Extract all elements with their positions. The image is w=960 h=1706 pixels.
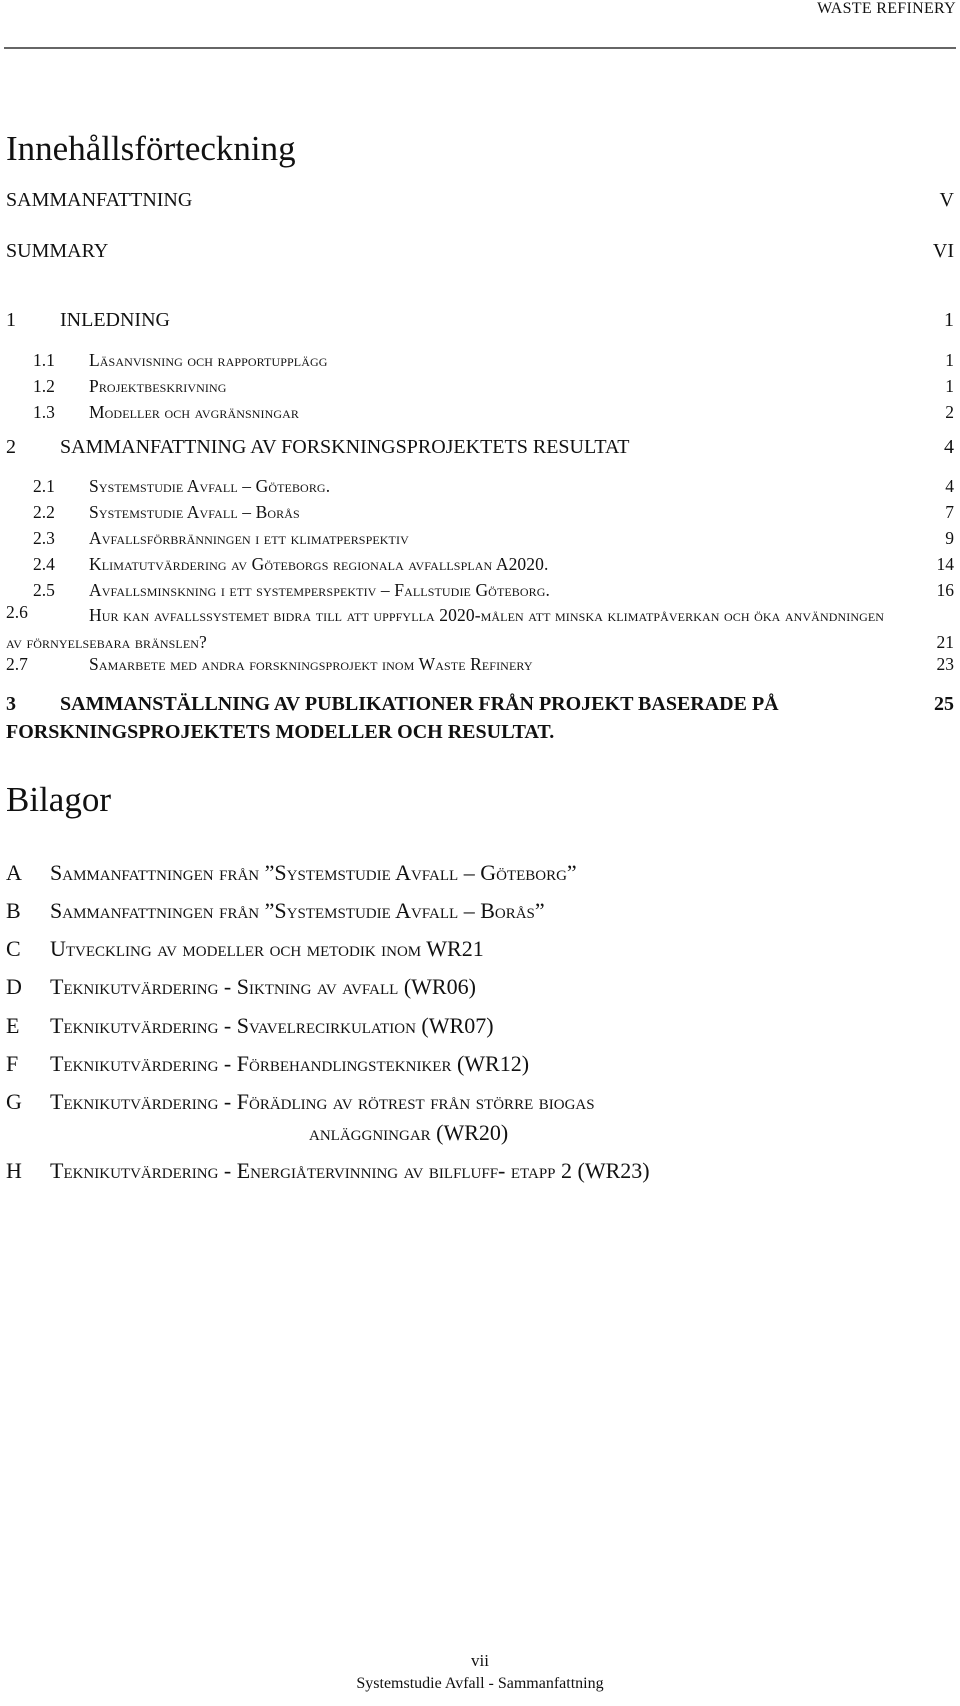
- appendix-text: Teknikutvärdering - Energiåtervinning av bilfluff- etapp 2 (WR23): [50, 1158, 650, 1183]
- toc-entry-page: 2: [945, 402, 954, 422]
- toc-entry-number: 2.4: [33, 554, 55, 574]
- toc-title: Innehållsförteckning: [6, 129, 296, 168]
- toc-entry-text: SUMMARY: [6, 240, 109, 262]
- toc-entry-text: Klimatutvärdering av Göteborgs regionala avfallsplan A2020.: [89, 554, 549, 574]
- toc-entry-page: VI: [932, 240, 954, 262]
- toc-entry-text: Avfallsförbränningen i ett klimatperspektiv: [89, 528, 409, 548]
- appendix-text: Teknikutvärdering - Förbehandlingstekniker (WR12): [50, 1051, 530, 1076]
- appendix-letter: E: [6, 1013, 20, 1038]
- appendix-text: Utveckling av modeller och metodik inom WR21: [50, 936, 484, 961]
- appendix-item[interactable]: [6, 1089, 954, 1151]
- appendix-text: Sammanfattningen från ”Systemstudie Avfall – Borås”: [50, 898, 545, 923]
- appendix-letter: C: [6, 936, 21, 961]
- appendix-text: Teknikutvärdering - Siktning av avfall (WR06): [50, 974, 476, 999]
- toc-entry-number: 1: [6, 309, 16, 331]
- toc-entry-number: 2.2: [33, 502, 55, 522]
- appendix-letter: D: [6, 974, 22, 999]
- toc-entry-number: 1.1: [33, 350, 55, 370]
- appendix-text: Teknikutvärdering - Förädling av rötrest från större biogas: [50, 1089, 595, 1114]
- toc-entry-page: V: [939, 189, 954, 211]
- running-header: WASTE REFINERY: [817, 0, 956, 17]
- toc-subentry[interactable]: [6, 602, 954, 662]
- appendix-text: Teknikutvärdering - Svavelrecirkulation (WR07): [50, 1013, 494, 1038]
- toc-entry-page: 16: [936, 580, 954, 600]
- appendix-letter: F: [6, 1051, 19, 1076]
- toc-entry-page: 7: [945, 502, 954, 522]
- appendix-text-continued: anläggningar (WR20): [309, 1120, 509, 1145]
- toc-entry-page: 4: [944, 436, 954, 458]
- appendix-letter: B: [6, 898, 21, 923]
- header-rule: [4, 47, 956, 49]
- appendix-letter: G: [6, 1089, 22, 1114]
- toc-entry-number: 3: [6, 693, 16, 715]
- toc-entry-number: 2: [6, 436, 16, 458]
- toc-entry-page: 25: [934, 693, 954, 715]
- toc-entry-text: Systemstudie Avfall – Borås: [89, 502, 300, 522]
- toc-entry-number: 2.1: [33, 476, 55, 496]
- toc-entry-number: 2.7: [6, 654, 28, 674]
- toc-entry-text: Systemstudie Avfall – Göteborg.: [89, 476, 331, 496]
- toc-entry-number: 1.3: [33, 402, 55, 422]
- toc-entry-page: 9: [945, 528, 954, 548]
- page-number: vii: [471, 1651, 489, 1670]
- toc-entry-number: 1.2: [33, 376, 55, 396]
- toc-entry-text: SAMMANFATTNING AV FORSKNINGSPROJEKTETS RESULTAT: [60, 436, 630, 458]
- toc-entry-number: 2.5: [33, 580, 55, 600]
- toc-entry-text: Avfallsminskning i ett systemperspektiv – Fallstudie Göteborg.: [89, 580, 551, 600]
- toc-entry-text: INLEDNING: [60, 309, 170, 331]
- toc-entry-text: SAMMANSTÄLLNING AV PUBLIKATIONER FRÅN PROJEKT BASERADE PÅ FORSKNINGSPROJEKTETS MODELLER OCH RESULTAT.: [6, 693, 779, 743]
- toc-entry-number: 2.3: [33, 528, 55, 548]
- toc-entry-page: 1: [945, 376, 954, 396]
- appendix-text: Sammanfattningen från ”Systemstudie Avfall – Göteborg”: [50, 860, 577, 885]
- toc-entry-text: Samarbete med andra forskningsprojekt inom Waste Refinery: [89, 654, 533, 674]
- toc-entry-text: Hur kan avfallssystemet bidra till att uppfylla 2020-målen att minska klimatpåverkan och öka användningen av förnyelsebara bränslen?: [6, 605, 885, 652]
- toc-entry-text: Modeller och avgränsningar: [89, 402, 300, 422]
- toc-entry-text: Projektbeskrivning: [89, 376, 227, 396]
- toc-entry-number: 2.6: [6, 602, 28, 622]
- toc-entry-page: 21: [936, 632, 954, 652]
- appendix-letter: H: [6, 1158, 22, 1183]
- toc-entry-page: 23: [936, 654, 954, 674]
- appendices-title: Bilagor: [6, 780, 111, 819]
- toc-entry-page: 1: [944, 309, 954, 331]
- footer-doc-title: Systemstudie Avfall - Sammanfattning: [356, 1675, 604, 1692]
- toc-entry-page: 4: [945, 476, 954, 496]
- toc-entry-text: Läsanvisning och rapportupplägg: [89, 350, 328, 370]
- toc-entry-page: 1: [945, 350, 954, 370]
- toc-entry-page: 14: [936, 554, 954, 574]
- appendix-letter: A: [6, 860, 22, 885]
- toc-entry-text: SAMMANFATTNING: [6, 189, 193, 211]
